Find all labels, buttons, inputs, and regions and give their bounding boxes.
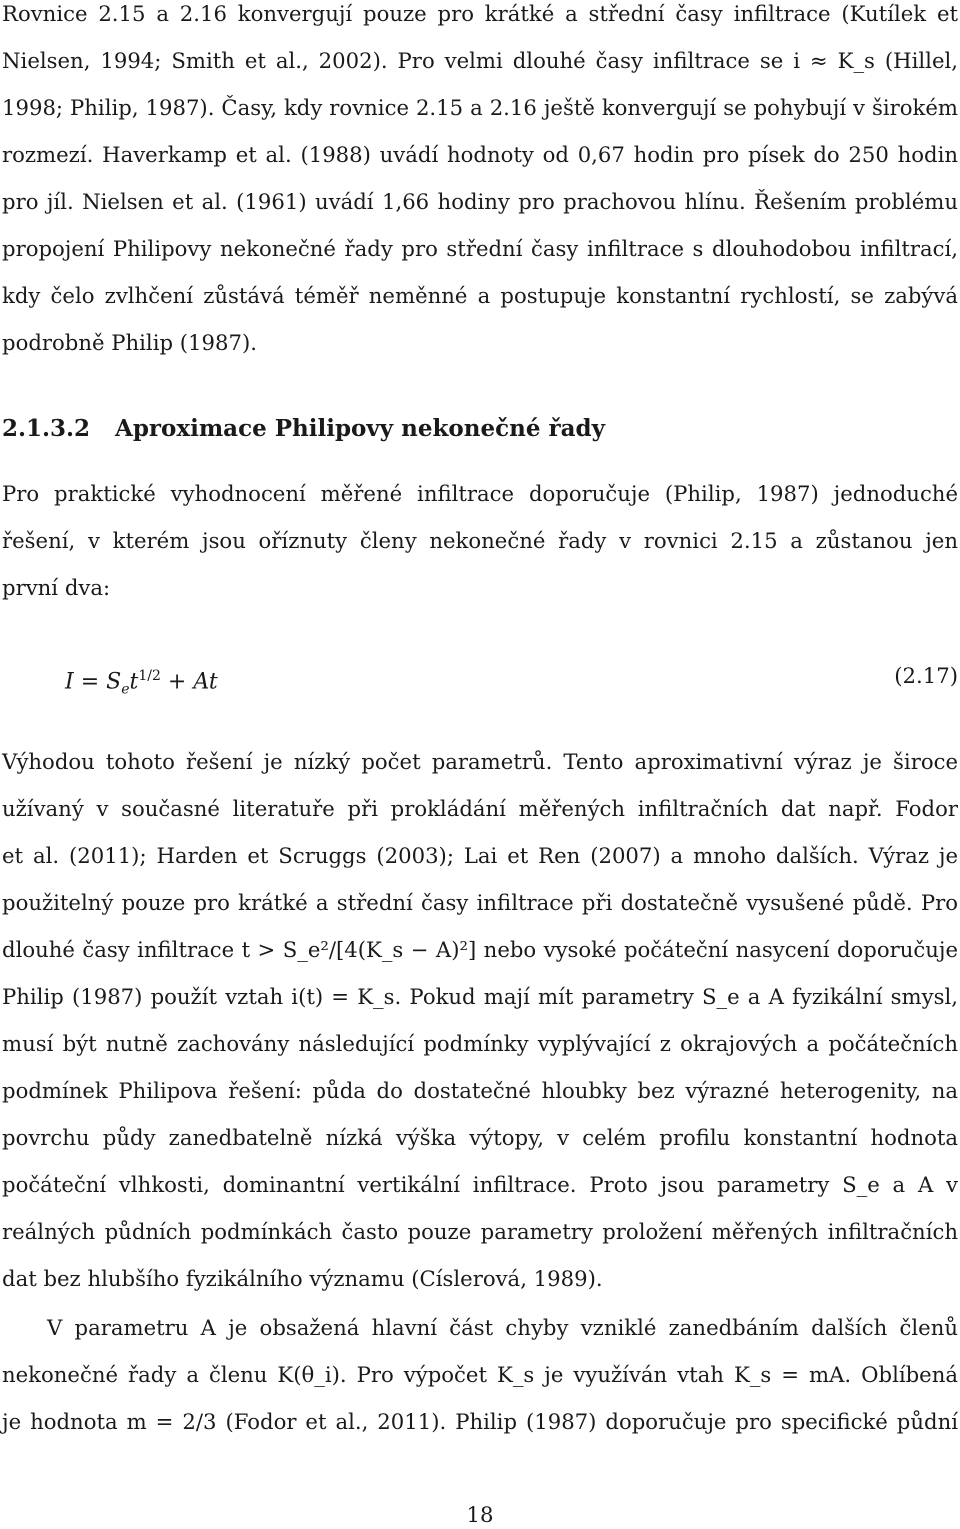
page-number: 18 — [466, 1502, 494, 1527]
text-line: V parametru A je obsažená hlavní část chyby vzniklé zanedbáním dalších členů — [47, 1315, 958, 1340]
text-line: musí být nutně zachovány následující podmínky vyplývající z okrajových a počátečních — [2, 1031, 958, 1056]
text-line: je hodnota m = 2/3 (Fodor et al., 2011). Philip (1987) doporučuje pro specifické půdní — [2, 1409, 958, 1434]
text-line: Nielsen, 1994; Smith et al., 2002). Pro velmi dlouhé časy infiltrace se i ≈ K_s (Hillel, — [2, 48, 958, 73]
section-heading — [2, 414, 605, 444]
text-line: 1998; Philip, 1987). Časy, kdy rovnice 2.15 a 2.16 ještě konvergují se pohybují v širokém — [2, 95, 958, 120]
equation-t: t — [129, 669, 139, 695]
equation-equals: = — [80, 669, 100, 695]
equation-block — [0, 658, 960, 698]
equation — [65, 658, 218, 708]
equation-lhs: I — [65, 669, 74, 695]
text-line: podrobně Philip (1987). — [2, 330, 257, 355]
text-line: reálných půdních podmínkách často pouze parametry proložení měřených infiltračních — [2, 1219, 958, 1244]
text-line: pro jíl. Nielsen et al. (1961) uvádí 1,66 hodiny pro prachovou hlínu. Řešením problému — [2, 189, 958, 214]
text-line: řešení, v kterém jsou oříznuty členy nekonečné řady v rovnici 2.15 a zůstanou jen — [2, 528, 958, 553]
text-line: počáteční vlhkosti, dominantní vertikální infiltrace. Proto jsou parametry S_e a A v — [2, 1172, 958, 1197]
section-title: Aproximace Philipovy nekonečné řady — [115, 415, 605, 442]
equation-at: At — [193, 669, 218, 695]
equation-plus: + — [167, 669, 187, 695]
text-line: podmínek Philipova řešení: půda do dostatečné hloubky bez výrazné heterogenity, na — [2, 1078, 958, 1103]
text-line: Výhodou tohoto řešení je nízký počet parametrů. Tento aproximativní výraz je široce — [2, 749, 958, 774]
text-line: nekonečné řady a členu K(θ_i). Pro výpočet K_s je využíván vtah K_s = mA. Oblíbená — [2, 1362, 958, 1387]
text-line: použitelný pouze pro krátké a střední časy infiltrace při dostatečně vysušené půdě. Pro — [2, 890, 958, 915]
equation-number: (2.17) — [894, 663, 958, 688]
text-line: kdy čelo zvlhčení zůstává téměř neměnné a postupuje konstantní rychlostí, se zabývá — [2, 283, 958, 308]
equation-s: S — [106, 669, 122, 695]
text-line: užívaný v současné literatuře při prokládání měřených infiltračních dat např. Fodor — [2, 796, 958, 821]
text-line: první dva: — [2, 575, 111, 600]
text-line: rozmezí. Haverkamp et al. (1988) uvádí hodnoty od 0,67 hodin pro písek do 250 hodin — [2, 142, 958, 167]
text-line: dat bez hlubšího fyzikálního významu (Císlerová, 1989). — [2, 1266, 603, 1291]
text-line: et al. (2011); Harden et Scruggs (2003); Lai et Ren (2007) a mnoho dalších. Výraz je — [2, 843, 958, 868]
text-line: Philip (1987) použít vztah i(t) = K_s. Pokud mají mít parametry S_e a A fyzikální smysl, — [2, 984, 958, 1009]
equation-t-sup: 1/2 — [138, 668, 161, 684]
text-line: Pro praktické vyhodnocení měřené infiltrace doporučuje (Philip, 1987) jednoduché — [2, 481, 958, 506]
text-line: dlouhé časy infiltrace t > S_e²/[4(K_s − A)²] nebo vysoké počáteční nasycení doporučuje — [2, 937, 958, 962]
equation-s-sub: e — [121, 681, 130, 698]
text-line: povrchu půdy zanedbatelně nízká výška výtopy, v celém profilu konstantní hodnota — [2, 1125, 958, 1150]
text-line: propojení Philipovy nekonečné řady pro střední časy infiltrace s dlouhodobou infiltrací, — [2, 236, 958, 261]
text-line: Rovnice 2.15 a 2.16 konvergují pouze pro krátké a střední časy infiltrace (Kutílek et — [2, 1, 958, 26]
section-number: 2.1.3.2 — [2, 415, 91, 442]
